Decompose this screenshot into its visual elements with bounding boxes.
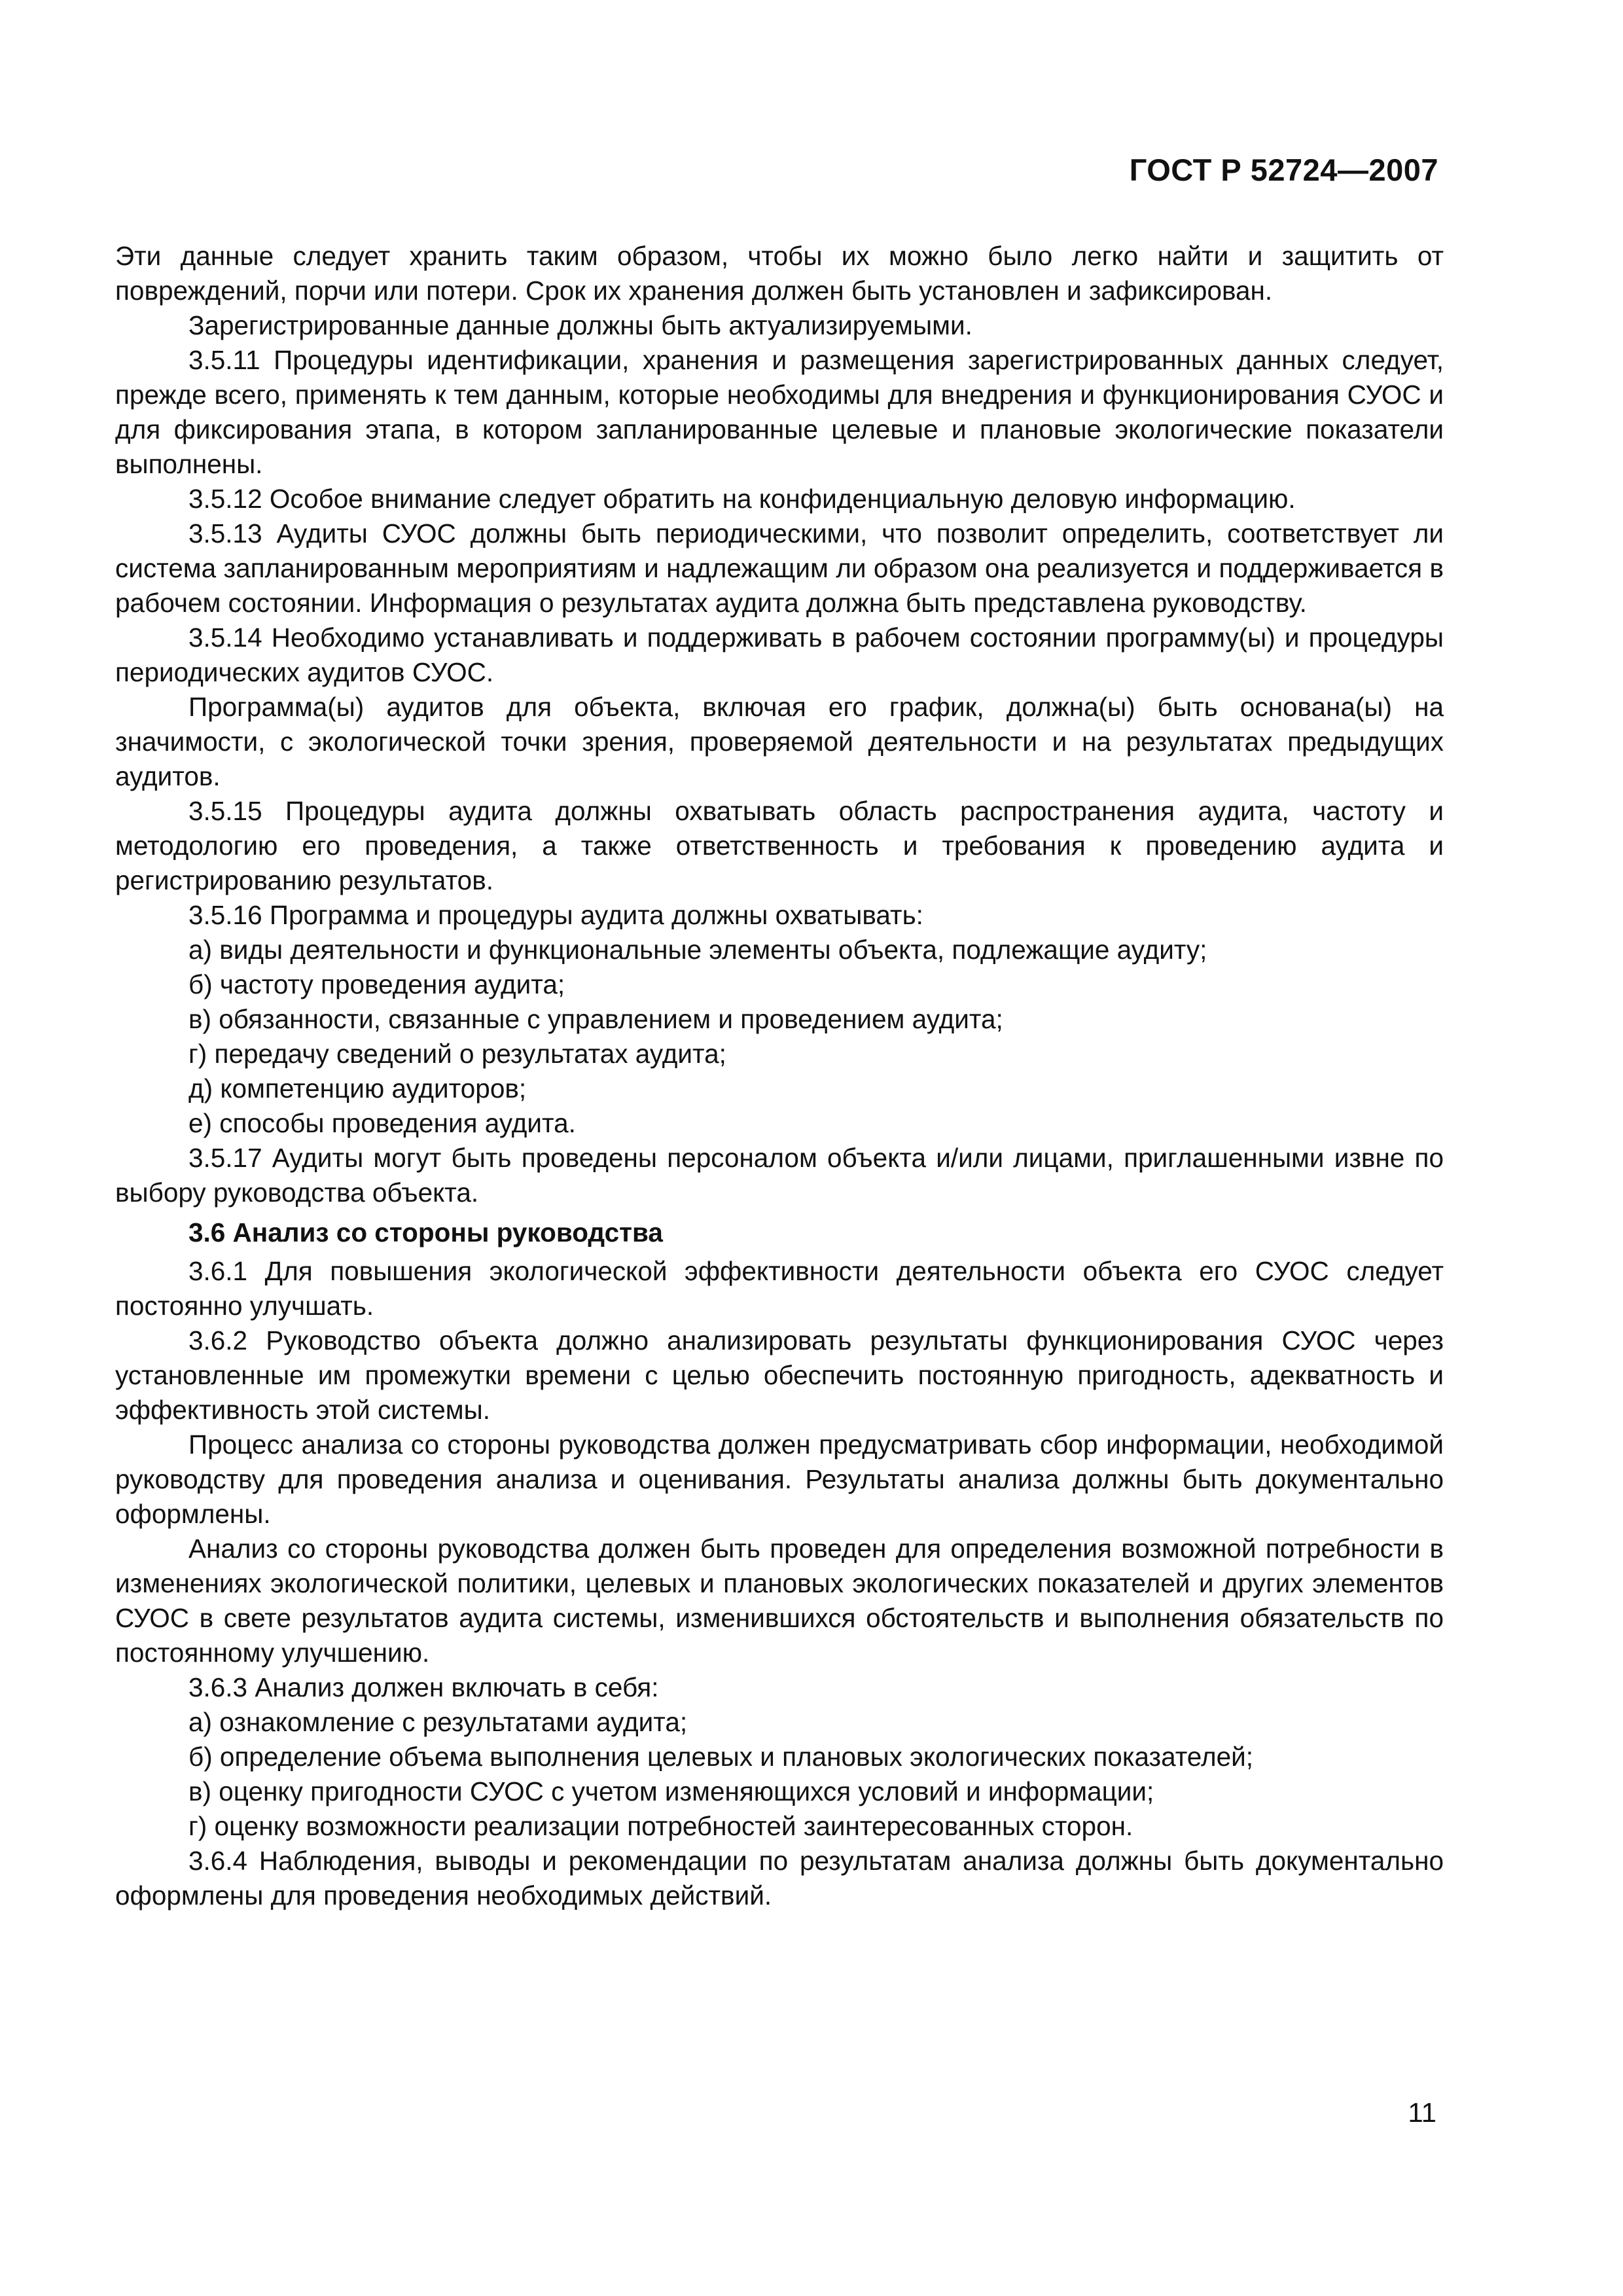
clause-3-6-2: 3.6.2 Руководство объекта должно анализировать результаты функционирования СУОС через установленные им промежутки времени с целью обеспечить постоянную пригодность, адекватность и эффективность этой системы. <box>115 1325 1444 1425</box>
clause-3-5-11: 3.5.11 Процедуры идентификации, хранения и размещения зарегистрированных данных следует, прежде всего, применять к тем данным, которые необходимы для внедрения и функционирования СУОС и для фиксирования этапа, в котором запланированные целевые и плановые экологические показатели выполнены. <box>115 345 1444 479</box>
list-item-a: а) виды деятельности и функциональные элементы объекта, подлежащие аудиту; <box>188 935 1207 965</box>
page-body <box>115 239 1444 1913</box>
clause-3-6-1: 3.6.1 Для повышения экологической эффективности деятельности объекта его СУОС следует постоянно улучшать. <box>115 1256 1444 1321</box>
clause-3-5-15: 3.5.15 Процедуры аудита должны охватывать область распространения аудита, частоту и методологию его проведения, а также ответственность и требования к проведению аудита и регистрированию результатов. <box>115 796 1444 895</box>
analysis-item-a: а) ознакомление с результатами аудита; <box>188 1707 688 1737</box>
list-item-b: б) частоту проведения аудита; <box>188 969 565 999</box>
clause-3-5-14: 3.5.14 Необходимо устанавливать и поддерживать в рабочем состоянии программу(ы) и процедуры периодических аудитов СУОС. <box>115 622 1444 687</box>
list-item-e: е) способы проведения аудита. <box>188 1108 576 1138</box>
analysis-item-v: в) оценку пригодности СУОС с учетом изменяющихся условий и информации; <box>188 1776 1154 1806</box>
list-item-g: г) передачу сведений о результатах аудита; <box>188 1039 726 1069</box>
paragraph-audit-programs: Программа(ы) аудитов для объекта, включая его график, должна(ы) быть основана(ы) на значимости, с экологической точки зрения, проверяемой деятельности и на результатах предыдущих аудитов. <box>115 692 1444 791</box>
clause-3-5-13: 3.5.13 Аудиты СУОС должны быть периодическими, что позволит определить, соответствует ли система запланированным мероприятиям и надлежащим ли образом она реализуется и поддерживается в рабочем состоянии. Информация о результатах аудита должна быть представлена руководству. <box>115 518 1444 618</box>
paragraph-analysis-process: Процесс анализа со стороны руководства должен предусматривать сбор информации, необходимой руководству для проведения анализа и оценивания. Результаты анализа должны быть документально оформлены. <box>115 1429 1444 1529</box>
paragraph-data-storage: Эти данные следует хранить таким образом, чтобы их можно было легко найти и защитить от повреждений, порчи или потери. Срок их хранения должен быть установлен и зафиксирован. <box>115 241 1444 306</box>
clause-3-6-3: 3.6.3 Анализ должен включать в себя: <box>188 1672 659 1702</box>
section-heading-3-6: 3.6 Анализ со стороны руководства <box>188 1217 663 1247</box>
clause-3-5-12: 3.5.12 Особое внимание следует обратить на конфиденциальную деловую информацию. <box>188 484 1296 514</box>
list-item-d: д) компетенцию аудиторов; <box>188 1073 527 1103</box>
clause-3-6-4: 3.6.4 Наблюдения, выводы и рекомендации по результатам анализа должны быть документально оформлены для проведения необходимых действий. <box>115 1846 1444 1910</box>
document-code: ГОСТ Р 52724—2007 <box>1129 152 1438 187</box>
clause-3-5-17: 3.5.17 Аудиты могут быть проведены персоналом объекта и/или лицами, приглашенными извне по выбору руководства объекта. <box>115 1143 1444 1208</box>
list-item-v: в) обязанности, связанные с управлением и проведением аудита; <box>188 1004 1003 1034</box>
paragraph-analysis-purpose: Анализ со стороны руководства должен быть проведен для определения возможной потребности в изменениях экологической политики, целевых и плановых экологических показателей и других элементов СУОС в свете результатов аудита системы, изменившихся обстоятельств и выполнения обязательств по постоянному улучшению. <box>115 1534 1444 1668</box>
page-number: 11 <box>1408 2097 1436 2128</box>
clause-3-5-16: 3.5.16 Программа и процедуры аудита должны охватывать: <box>188 900 923 930</box>
paragraph-data-actualization: Зарегистрированные данные должны быть актуализируемыми. <box>188 310 972 340</box>
analysis-item-b: б) определение объема выполнения целевых и плановых экологических показателей; <box>188 1742 1254 1772</box>
analysis-item-g: г) оценку возможности реализации потребностей заинтересованных сторон. <box>188 1811 1133 1841</box>
